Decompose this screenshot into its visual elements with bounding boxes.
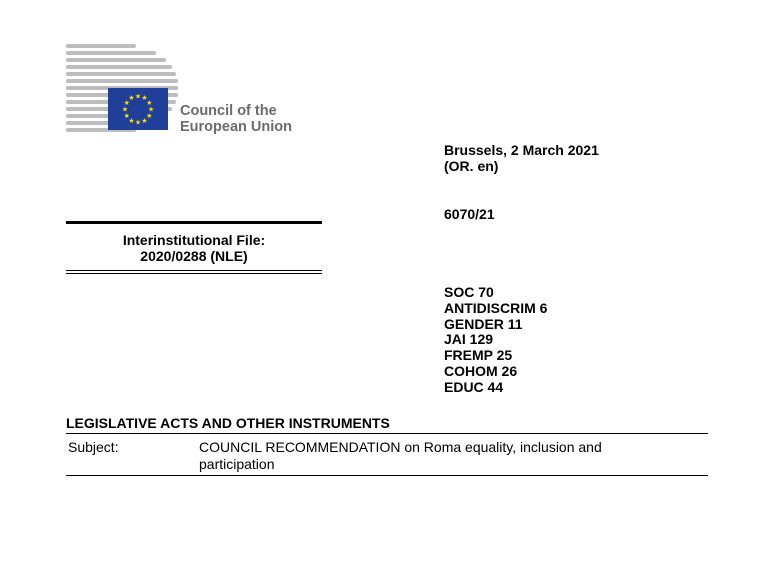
place-date-block xyxy=(444,142,599,174)
eu-star-icon: ★ xyxy=(121,105,129,114)
eu-star-icon: ★ xyxy=(147,105,155,114)
logo-stripe xyxy=(66,79,178,83)
code-item: FREMP 25 xyxy=(444,347,513,364)
eu-star-icon: ★ xyxy=(141,94,148,103)
code-item: COHOM 26 xyxy=(444,362,518,379)
eu-star-icon: ★ xyxy=(134,118,142,127)
code-item: JAI 129 xyxy=(444,331,494,348)
place-date: Brussels, 2 March 2021 xyxy=(444,142,599,158)
section-rule-bottom xyxy=(66,475,708,476)
eu-star-icon: ★ xyxy=(134,92,142,101)
logo-stripe xyxy=(66,72,176,76)
section-title: LEGISLATIVE ACTS AND OTHER INSTRUMENTS xyxy=(66,415,390,431)
eu-star-icon: ★ xyxy=(128,94,135,103)
interinstitutional-number: 2020/0288 (NLE) xyxy=(140,248,248,264)
org-name-line2: European Union xyxy=(180,119,292,135)
org-name-line1: Council of the xyxy=(180,103,277,119)
subject-codes xyxy=(444,285,547,396)
interinstitutional-text xyxy=(66,224,322,270)
eu-star-icon: ★ xyxy=(146,99,153,107)
document-number: 6070/21 xyxy=(444,206,495,222)
logo-stripe xyxy=(66,51,156,55)
original-language: (OR. en) xyxy=(444,158,499,174)
code-item: ANTIDISCRIM 6 xyxy=(444,299,548,316)
eu-star-icon: ★ xyxy=(141,116,148,125)
logo-stripe xyxy=(66,44,136,48)
code-item: GENDER 11 xyxy=(444,315,523,332)
subject-label: Subject: xyxy=(68,439,119,455)
org-name xyxy=(180,103,292,135)
logo-stripe xyxy=(66,58,166,62)
eu-star-icon: ★ xyxy=(123,112,130,120)
eu-star-icon: ★ xyxy=(128,116,135,125)
eu-star-icon: ★ xyxy=(146,112,153,120)
eu-star-icon: ★ xyxy=(123,99,130,107)
bottom-thin-rule-2 xyxy=(66,273,322,274)
code-item: EDUC 44 xyxy=(444,378,504,395)
interinstitutional-label: Interinstitutional File: xyxy=(122,232,266,248)
code-item: SOC 70 xyxy=(444,284,494,300)
logo-stripe xyxy=(66,65,172,69)
subject-text: COUNCIL RECOMMENDATION on Roma equality, inclusion and participation xyxy=(199,439,602,472)
section-rule-top xyxy=(66,433,708,434)
interinstitutional-file xyxy=(66,221,322,274)
